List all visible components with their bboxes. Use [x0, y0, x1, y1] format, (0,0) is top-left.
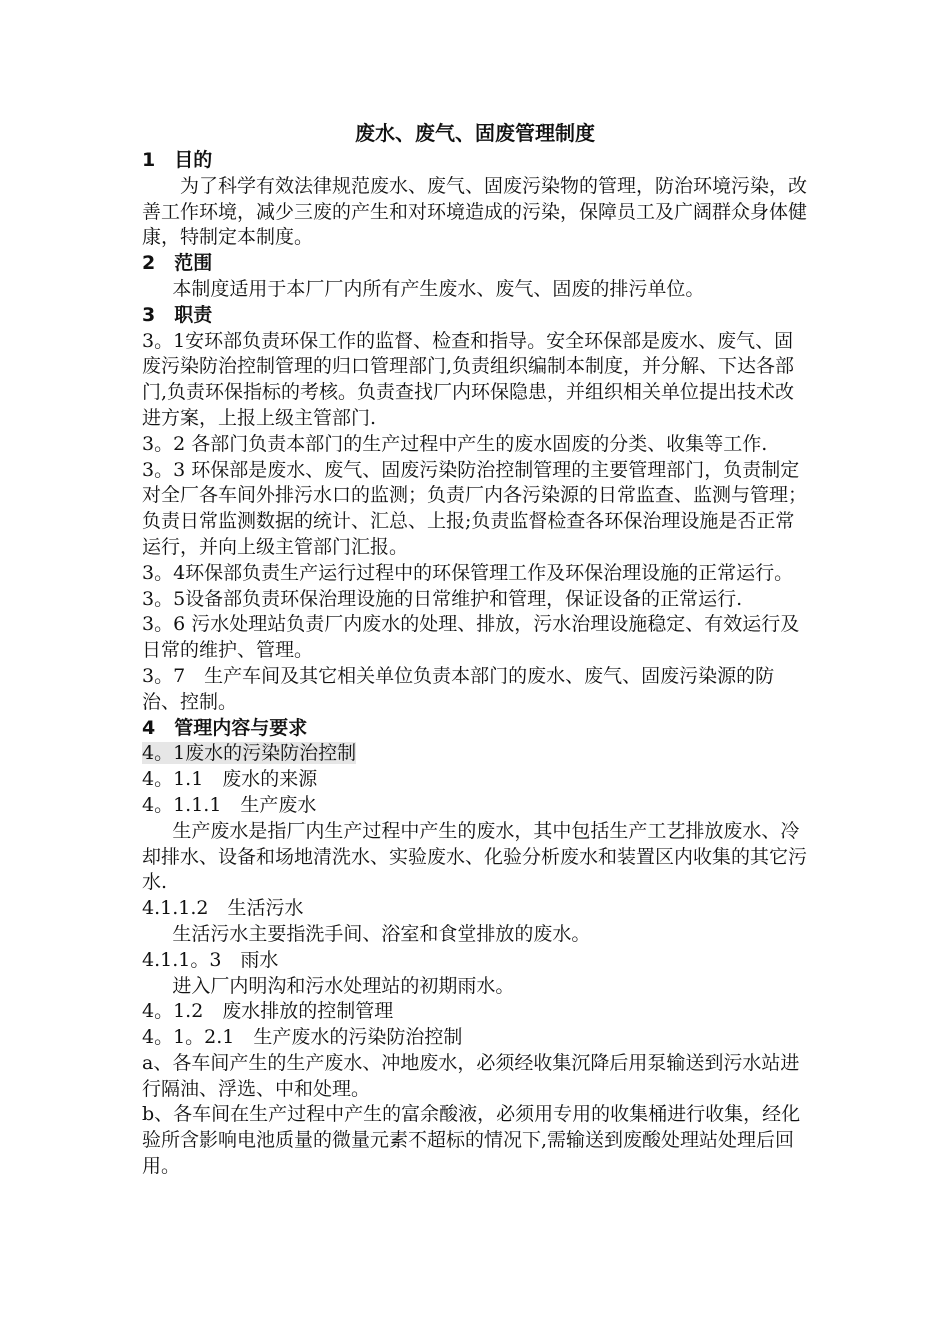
section-heading-management: 4 管理内容与要求 [142, 716, 308, 739]
paragraph-3-3: 3。3 环保部是废水、废气、固废污染防治控制管理的主要管理部门，负责制定对全厂各车间外排污水口的监测；负责厂内各污染源的日常监查、监测与管理；负责日常监测数据的统计、汇总、上报;负责监督检查各环保治理设施是否正常运行，并向上级主管部门汇报。 [142, 458, 808, 558]
document-body [142, 148, 812, 1180]
subheading-4-1-2: 4。1.2 废水排放的控制管理 [142, 1000, 394, 1023]
paragraph-purpose: 为了科学有效法律规范废水、废气、固废污染物的管理，防治环境污染，改善工作环境，减少三废的产生和对环境造成的污染，保障员工及广阔群众身体健康，特制定本制度。 [142, 174, 808, 249]
paragraph-rainwater: 进入厂内明沟和污水处理站的初期雨水。 [172, 974, 515, 997]
paragraph-3-5: 3。5设备部负责环保治理设施的日常维护和管理，保证设备的正常运行. [142, 587, 743, 610]
subheading-4-1-wrapper [142, 741, 812, 767]
paragraph-item-a: a、各车间产生的生产废水、冲地废水，必须经收集沉降后用泵输送到污水站进行隔油、浮选、中和处理。 [142, 1051, 800, 1100]
paragraph-3-7: 3。7 生产车间及其它相关单位负责本部门的废水、废气、固废污染源的防治、控制。 [142, 664, 775, 713]
paragraph-item-b: b、各车间在生产过程中产生的富余酸液，必须用专用的收集桶进行收集，经化验所含影响电池质量的微量元素不超标的情况下,需输送到废酸处理站处理后回用。 [142, 1103, 801, 1178]
subheading-4-1-1-1: 4。1.1.1 生产废水 [142, 793, 317, 816]
section-heading-responsibilities: 3 职责 [142, 303, 213, 326]
paragraph-scope: 本制度适用于本厂厂内所有产生废水、废气、固废的排污单位。 [172, 277, 705, 300]
section-heading-purpose: 1 目的 [142, 149, 213, 171]
subheading-4-1-1: 4。1.1 废水的来源 [142, 768, 318, 791]
document-title: 废水、废气、固废管理制度 [355, 121, 595, 145]
section-heading-scope: 2 范围 [142, 252, 213, 275]
subheading-4-1-1-2: 4.1.1.2 生活污水 [142, 897, 304, 920]
paragraph-3-1: 3。1安环部负责环保工作的监督、检查和指导。安全环保部是废水、废气、固废污染防治控制管理的归口管理部门,负责组织编制本制度，并分解、下达各部门,负责环保指标的考核。负责查找厂内环保隐患，并组织相关单位提出技术改进方案，上报上级主管部门. [142, 329, 795, 429]
paragraph-3-6: 3。6 污水处理站负责厂内废水的处理、排放，污水治理设施稳定、有效运行及日常的维护、管理。 [142, 613, 800, 662]
paragraph-domestic-sewage: 生活污水主要指洗手间、浴室和食堂排放的废水。 [172, 922, 591, 945]
subheading-4-1-1-3: 4.1.1。3 雨水 [142, 948, 279, 971]
paragraph-3-4: 3。4环保部负责生产运行过程中的环保管理工作及环保治理设施的正常运行。 [142, 561, 794, 584]
paragraph-3-2: 3。2 各部门负责本部门的生产过程中产生的废水固废的分类、收集等工作. [142, 432, 768, 455]
subheading-4-1-2-1: 4。1。2.1 生产废水的污染防治控制 [142, 1026, 463, 1049]
subheading-4-1: 4。1废水的污染防治控制 [142, 742, 357, 765]
paragraph-production-wastewater: 生产废水是指厂内生产过程中产生的废水，其中包括生产工艺排放废水、冷却排水、设备和场地清洗水、实验废水、化验分析废水和装置区内收集的其它污水. [142, 819, 808, 894]
